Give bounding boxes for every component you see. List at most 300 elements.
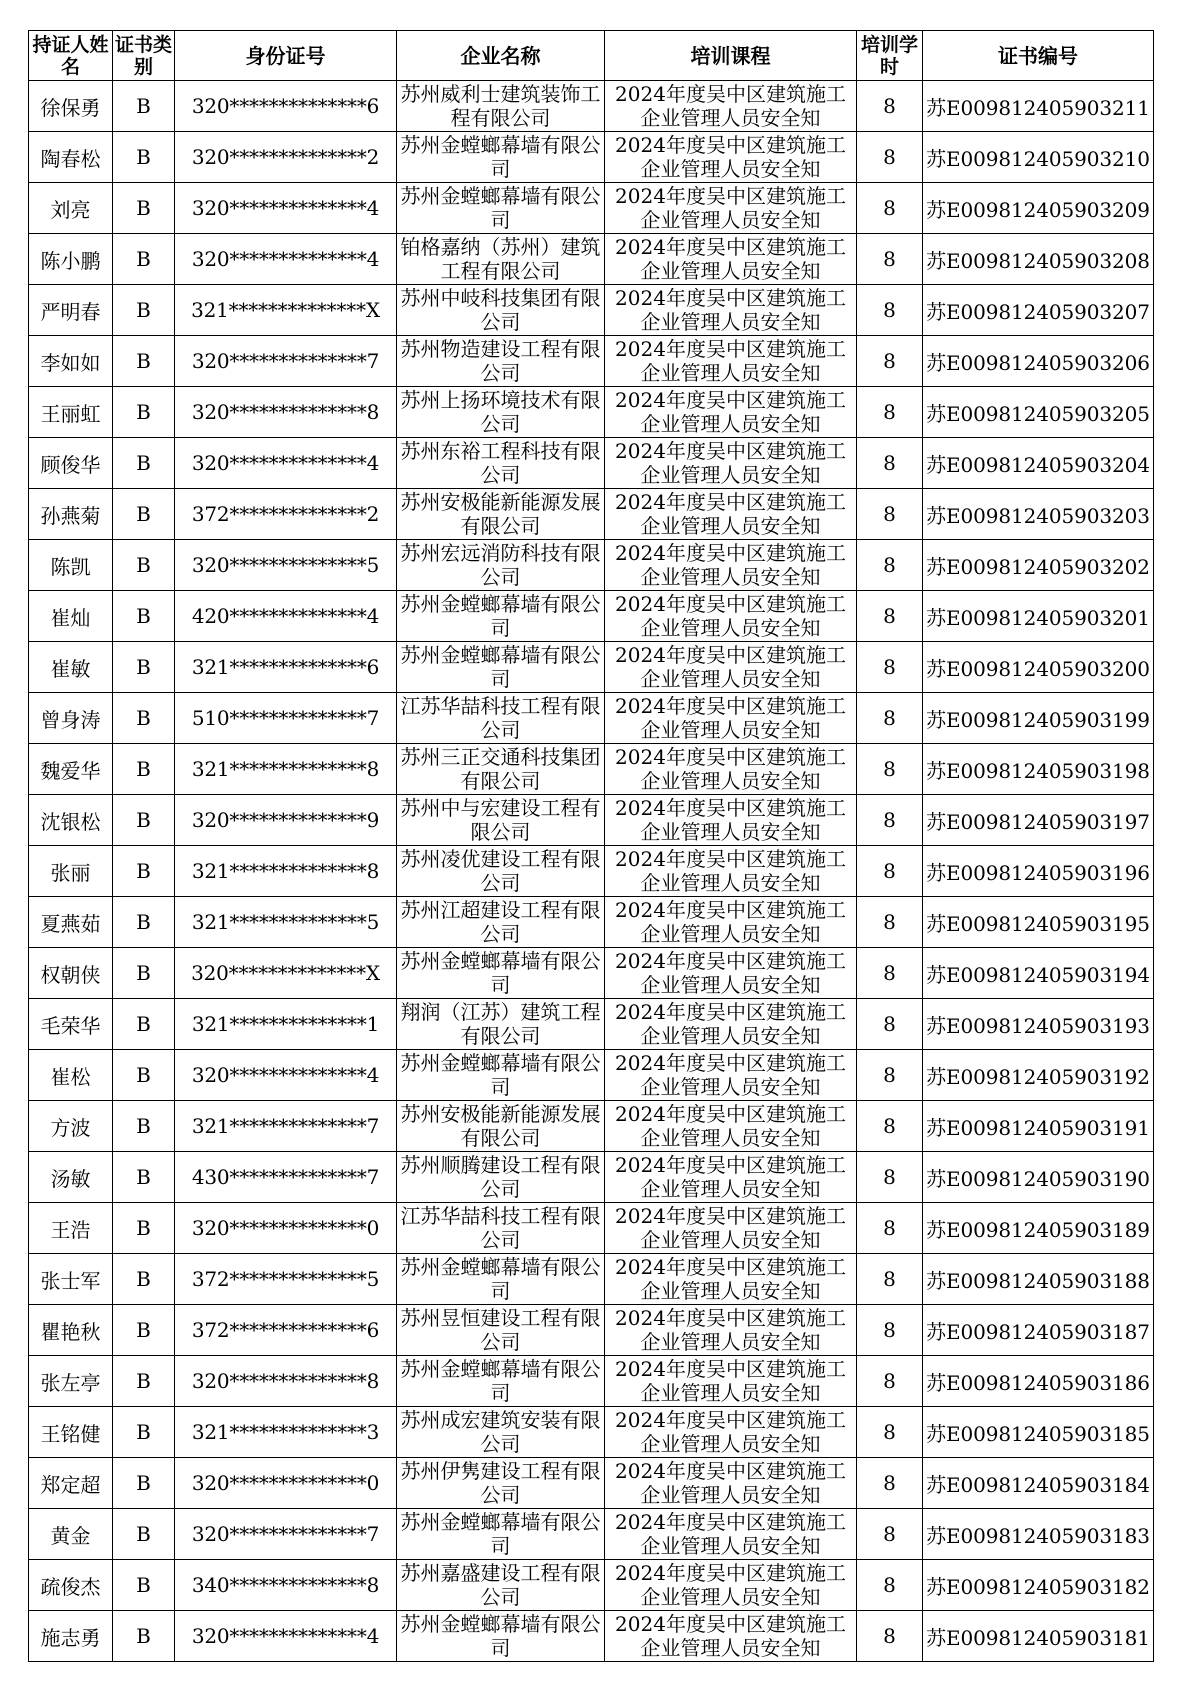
course-cell bbox=[605, 1101, 857, 1152]
company-cell bbox=[397, 1560, 605, 1611]
cert-number-cell: 苏E009812405903185 bbox=[923, 1407, 1154, 1458]
company-text: 苏州成宏建筑安装有限公司 bbox=[400, 1408, 601, 1454]
cert-type-cell: B bbox=[113, 1050, 175, 1101]
course-text: 2024年度吴中区建筑施工企业管理人员安全知 bbox=[615, 184, 846, 230]
company-cell bbox=[397, 336, 605, 387]
table-row bbox=[29, 642, 1154, 693]
cert-type-cell: B bbox=[113, 1203, 175, 1254]
table-row bbox=[29, 336, 1154, 387]
holder-name-cell: 瞿艳秋 bbox=[29, 1305, 113, 1356]
company-text: 苏州物造建设工程有限公司 bbox=[400, 337, 601, 383]
header-hours: 培训学时 bbox=[857, 31, 923, 81]
company-cell bbox=[397, 438, 605, 489]
cert-type-cell: B bbox=[113, 132, 175, 183]
cert-type-cell: B bbox=[113, 1407, 175, 1458]
cert-type-cell: B bbox=[113, 540, 175, 591]
hours-cell: 8 bbox=[857, 1305, 923, 1356]
hours-cell: 8 bbox=[857, 183, 923, 234]
table-row bbox=[29, 1560, 1154, 1611]
company-cell bbox=[397, 795, 605, 846]
holder-name-cell: 陈小鹏 bbox=[29, 234, 113, 285]
holder-name-cell: 顾俊华 bbox=[29, 438, 113, 489]
company-text: 苏州金螳螂幕墙有限公司 bbox=[400, 949, 601, 995]
hours-cell: 8 bbox=[857, 387, 923, 438]
id-number-cell: 321**************6 bbox=[175, 642, 397, 693]
id-number-cell: 320**************2 bbox=[175, 132, 397, 183]
company-cell bbox=[397, 1356, 605, 1407]
hours-cell: 8 bbox=[857, 846, 923, 897]
course-text: 2024年度吴中区建筑施工企业管理人员安全知 bbox=[615, 1459, 846, 1505]
cert-type-cell: B bbox=[113, 183, 175, 234]
company-cell bbox=[397, 642, 605, 693]
cert-type-cell: B bbox=[113, 489, 175, 540]
company-text: 苏州嘉盛建设工程有限公司 bbox=[400, 1561, 601, 1607]
cert-type-cell: B bbox=[113, 1152, 175, 1203]
cert-number-cell: 苏E009812405903198 bbox=[923, 744, 1154, 795]
holder-name-cell: 魏爱华 bbox=[29, 744, 113, 795]
cert-number-cell: 苏E009812405903202 bbox=[923, 540, 1154, 591]
id-number-cell: 320**************7 bbox=[175, 336, 397, 387]
cert-number-cell: 苏E009812405903209 bbox=[923, 183, 1154, 234]
company-text: 苏州金螳螂幕墙有限公司 bbox=[400, 184, 601, 230]
hours-cell: 8 bbox=[857, 1509, 923, 1560]
course-text: 2024年度吴中区建筑施工企业管理人员安全知 bbox=[615, 337, 846, 383]
course-text: 2024年度吴中区建筑施工企业管理人员安全知 bbox=[615, 490, 846, 536]
cert-type-cell: B bbox=[113, 1254, 175, 1305]
company-cell bbox=[397, 744, 605, 795]
hours-cell: 8 bbox=[857, 1050, 923, 1101]
cert-number-cell: 苏E009812405903206 bbox=[923, 336, 1154, 387]
hours-cell: 8 bbox=[857, 489, 923, 540]
course-text: 2024年度吴中区建筑施工企业管理人员安全知 bbox=[615, 898, 846, 944]
course-text: 2024年度吴中区建筑施工企业管理人员安全知 bbox=[615, 133, 846, 179]
holder-name-cell: 沈银松 bbox=[29, 795, 113, 846]
course-text: 2024年度吴中区建筑施工企业管理人员安全知 bbox=[615, 1612, 846, 1658]
company-cell bbox=[397, 1050, 605, 1101]
company-cell bbox=[397, 1458, 605, 1509]
cert-type-cell: B bbox=[113, 1458, 175, 1509]
hours-cell: 8 bbox=[857, 1356, 923, 1407]
holder-name-cell: 崔灿 bbox=[29, 591, 113, 642]
cert-number-cell: 苏E009812405903200 bbox=[923, 642, 1154, 693]
cert-number-cell: 苏E009812405903184 bbox=[923, 1458, 1154, 1509]
course-text: 2024年度吴中区建筑施工企业管理人员安全知 bbox=[615, 235, 846, 281]
holder-name-cell: 徐保勇 bbox=[29, 81, 113, 132]
table-row bbox=[29, 132, 1154, 183]
cert-number-cell: 苏E009812405903211 bbox=[923, 81, 1154, 132]
table-row bbox=[29, 81, 1154, 132]
header-holder-name: 持证人姓名 bbox=[29, 31, 113, 81]
cert-number-cell: 苏E009812405903208 bbox=[923, 234, 1154, 285]
course-text: 2024年度吴中区建筑施工企业管理人员安全知 bbox=[615, 1204, 846, 1250]
holder-name-cell: 曾身涛 bbox=[29, 693, 113, 744]
course-text: 2024年度吴中区建筑施工企业管理人员安全知 bbox=[615, 1000, 846, 1046]
hours-cell: 8 bbox=[857, 642, 923, 693]
id-number-cell: 320**************7 bbox=[175, 1509, 397, 1560]
company-cell bbox=[397, 897, 605, 948]
company-cell bbox=[397, 540, 605, 591]
table-row bbox=[29, 438, 1154, 489]
holder-name-cell: 张士军 bbox=[29, 1254, 113, 1305]
id-number-cell: 320**************4 bbox=[175, 1050, 397, 1101]
company-text: 苏州金螳螂幕墙有限公司 bbox=[400, 1051, 601, 1097]
cert-type-cell: B bbox=[113, 81, 175, 132]
course-text: 2024年度吴中区建筑施工企业管理人员安全知 bbox=[615, 1510, 846, 1556]
cert-number-cell: 苏E009812405903194 bbox=[923, 948, 1154, 999]
company-cell bbox=[397, 1611, 605, 1662]
company-cell bbox=[397, 1305, 605, 1356]
course-cell bbox=[605, 1254, 857, 1305]
course-text: 2024年度吴中区建筑施工企业管理人员安全知 bbox=[615, 949, 846, 995]
holder-name-cell: 施志勇 bbox=[29, 1611, 113, 1662]
course-cell bbox=[605, 591, 857, 642]
course-cell bbox=[605, 999, 857, 1050]
table-row bbox=[29, 795, 1154, 846]
id-number-cell: 321**************8 bbox=[175, 846, 397, 897]
company-cell bbox=[397, 1509, 605, 1560]
table-row bbox=[29, 1305, 1154, 1356]
header-cert-type: 证书类别 bbox=[113, 31, 175, 81]
cert-type-cell: B bbox=[113, 1305, 175, 1356]
id-number-cell: 321**************X bbox=[175, 285, 397, 336]
cert-number-cell: 苏E009812405903186 bbox=[923, 1356, 1154, 1407]
company-cell bbox=[397, 81, 605, 132]
table-row bbox=[29, 540, 1154, 591]
cert-type-cell: B bbox=[113, 1560, 175, 1611]
id-number-cell: 320**************4 bbox=[175, 183, 397, 234]
id-number-cell: 320**************5 bbox=[175, 540, 397, 591]
course-cell bbox=[605, 1356, 857, 1407]
course-cell bbox=[605, 948, 857, 999]
holder-name-cell: 陶春松 bbox=[29, 132, 113, 183]
company-text: 苏州金螳螂幕墙有限公司 bbox=[400, 1612, 601, 1658]
company-text: 苏州凌优建设工程有限公司 bbox=[400, 847, 601, 893]
hours-cell: 8 bbox=[857, 1101, 923, 1152]
cert-number-cell: 苏E009812405903193 bbox=[923, 999, 1154, 1050]
course-cell bbox=[605, 795, 857, 846]
cert-type-cell: B bbox=[113, 693, 175, 744]
course-cell bbox=[605, 234, 857, 285]
course-text: 2024年度吴中区建筑施工企业管理人员安全知 bbox=[615, 796, 846, 842]
cert-type-cell: B bbox=[113, 795, 175, 846]
course-text: 2024年度吴中区建筑施工企业管理人员安全知 bbox=[615, 439, 846, 485]
course-cell bbox=[605, 81, 857, 132]
id-number-cell: 321**************1 bbox=[175, 999, 397, 1050]
company-text: 苏州金螳螂幕墙有限公司 bbox=[400, 133, 601, 179]
id-number-cell: 320**************6 bbox=[175, 81, 397, 132]
table-row bbox=[29, 285, 1154, 336]
id-number-cell: 321**************8 bbox=[175, 744, 397, 795]
company-cell bbox=[397, 948, 605, 999]
holder-name-cell: 黄金 bbox=[29, 1509, 113, 1560]
course-text: 2024年度吴中区建筑施工企业管理人员安全知 bbox=[615, 592, 846, 638]
cert-number-cell: 苏E009812405903207 bbox=[923, 285, 1154, 336]
cert-number-cell: 苏E009812405903199 bbox=[923, 693, 1154, 744]
company-cell bbox=[397, 1203, 605, 1254]
company-text: 苏州威利士建筑装饰工程有限公司 bbox=[400, 82, 601, 128]
holder-name-cell: 孙燕菊 bbox=[29, 489, 113, 540]
company-cell bbox=[397, 234, 605, 285]
course-cell bbox=[605, 744, 857, 795]
cert-type-cell: B bbox=[113, 642, 175, 693]
cert-number-cell: 苏E009812405903188 bbox=[923, 1254, 1154, 1305]
course-text: 2024年度吴中区建筑施工企业管理人员安全知 bbox=[615, 745, 846, 791]
course-text: 2024年度吴中区建筑施工企业管理人员安全知 bbox=[615, 643, 846, 689]
cert-number-cell: 苏E009812405903183 bbox=[923, 1509, 1154, 1560]
hours-cell: 8 bbox=[857, 1254, 923, 1305]
table-row bbox=[29, 234, 1154, 285]
cert-number-cell: 苏E009812405903181 bbox=[923, 1611, 1154, 1662]
course-cell bbox=[605, 387, 857, 438]
table-row bbox=[29, 999, 1154, 1050]
company-text: 苏州安极能新能源发展有限公司 bbox=[400, 490, 601, 536]
course-cell bbox=[605, 1050, 857, 1101]
course-cell bbox=[605, 1509, 857, 1560]
course-text: 2024年度吴中区建筑施工企业管理人员安全知 bbox=[615, 1306, 846, 1352]
hours-cell: 8 bbox=[857, 999, 923, 1050]
course-cell bbox=[605, 183, 857, 234]
cert-number-cell: 苏E009812405903204 bbox=[923, 438, 1154, 489]
company-text: 苏州上扬环境技术有限公司 bbox=[400, 388, 601, 434]
hours-cell: 8 bbox=[857, 948, 923, 999]
course-text: 2024年度吴中区建筑施工企业管理人员安全知 bbox=[615, 286, 846, 332]
id-number-cell: 372**************5 bbox=[175, 1254, 397, 1305]
company-cell bbox=[397, 1152, 605, 1203]
company-cell bbox=[397, 387, 605, 438]
company-cell bbox=[397, 132, 605, 183]
certificate-table bbox=[28, 30, 1154, 1662]
header-course: 培训课程 bbox=[605, 31, 857, 81]
id-number-cell: 320**************8 bbox=[175, 1356, 397, 1407]
company-text: 苏州安极能新能源发展有限公司 bbox=[400, 1102, 601, 1148]
table-row bbox=[29, 693, 1154, 744]
table-body bbox=[29, 81, 1154, 1662]
course-cell bbox=[605, 132, 857, 183]
holder-name-cell: 夏燕茹 bbox=[29, 897, 113, 948]
company-cell bbox=[397, 846, 605, 897]
company-cell bbox=[397, 693, 605, 744]
hours-cell: 8 bbox=[857, 1560, 923, 1611]
hours-cell: 8 bbox=[857, 693, 923, 744]
company-text: 苏州三正交通科技集团有限公司 bbox=[400, 745, 601, 791]
holder-name-cell: 王浩 bbox=[29, 1203, 113, 1254]
id-number-cell: 320**************4 bbox=[175, 234, 397, 285]
cert-type-cell: B bbox=[113, 591, 175, 642]
company-cell bbox=[397, 285, 605, 336]
course-text: 2024年度吴中区建筑施工企业管理人员安全知 bbox=[615, 1357, 846, 1403]
course-text: 2024年度吴中区建筑施工企业管理人员安全知 bbox=[615, 1102, 846, 1148]
course-text: 2024年度吴中区建筑施工企业管理人员安全知 bbox=[615, 694, 846, 740]
company-text: 江苏华喆科技工程有限公司 bbox=[400, 1204, 601, 1250]
cert-type-cell: B bbox=[113, 1356, 175, 1407]
id-number-cell: 321**************5 bbox=[175, 897, 397, 948]
cert-type-cell: B bbox=[113, 999, 175, 1050]
company-text: 苏州金螳螂幕墙有限公司 bbox=[400, 1357, 601, 1403]
holder-name-cell: 方波 bbox=[29, 1101, 113, 1152]
course-text: 2024年度吴中区建筑施工企业管理人员安全知 bbox=[615, 82, 846, 128]
holder-name-cell: 王丽虹 bbox=[29, 387, 113, 438]
company-text: 苏州金螳螂幕墙有限公司 bbox=[400, 1255, 601, 1301]
id-number-cell: 320**************4 bbox=[175, 438, 397, 489]
cert-number-cell: 苏E009812405903197 bbox=[923, 795, 1154, 846]
holder-name-cell: 郑定超 bbox=[29, 1458, 113, 1509]
table-row bbox=[29, 1050, 1154, 1101]
course-cell bbox=[605, 285, 857, 336]
table-row bbox=[29, 1152, 1154, 1203]
hours-cell: 8 bbox=[857, 1152, 923, 1203]
course-cell bbox=[605, 1305, 857, 1356]
company-text: 苏州金螳螂幕墙有限公司 bbox=[400, 592, 601, 638]
course-cell bbox=[605, 642, 857, 693]
holder-name-cell: 陈凯 bbox=[29, 540, 113, 591]
id-number-cell: 430**************7 bbox=[175, 1152, 397, 1203]
id-number-cell: 320**************8 bbox=[175, 387, 397, 438]
cert-type-cell: B bbox=[113, 897, 175, 948]
table-row bbox=[29, 387, 1154, 438]
id-number-cell: 321**************3 bbox=[175, 1407, 397, 1458]
course-text: 2024年度吴中区建筑施工企业管理人员安全知 bbox=[615, 1561, 846, 1607]
cert-number-cell: 苏E009812405903203 bbox=[923, 489, 1154, 540]
course-text: 2024年度吴中区建筑施工企业管理人员安全知 bbox=[615, 1153, 846, 1199]
hours-cell: 8 bbox=[857, 1611, 923, 1662]
cert-number-cell: 苏E009812405903210 bbox=[923, 132, 1154, 183]
holder-name-cell: 李如如 bbox=[29, 336, 113, 387]
id-number-cell: 320**************9 bbox=[175, 795, 397, 846]
hours-cell: 8 bbox=[857, 336, 923, 387]
course-text: 2024年度吴中区建筑施工企业管理人员安全知 bbox=[615, 847, 846, 893]
hours-cell: 8 bbox=[857, 744, 923, 795]
course-text: 2024年度吴中区建筑施工企业管理人员安全知 bbox=[615, 1408, 846, 1454]
id-number-cell: 372**************2 bbox=[175, 489, 397, 540]
course-cell bbox=[605, 897, 857, 948]
holder-name-cell: 张丽 bbox=[29, 846, 113, 897]
company-text: 铂格嘉纳（苏州）建筑工程有限公司 bbox=[400, 235, 601, 281]
header-company: 企业名称 bbox=[397, 31, 605, 81]
company-text: 翔润（江苏）建筑工程有限公司 bbox=[400, 1000, 601, 1046]
course-cell bbox=[605, 540, 857, 591]
course-cell bbox=[605, 438, 857, 489]
id-number-cell: 320**************0 bbox=[175, 1458, 397, 1509]
cert-type-cell: B bbox=[113, 234, 175, 285]
course-cell bbox=[605, 1560, 857, 1611]
holder-name-cell: 崔敏 bbox=[29, 642, 113, 693]
header-row bbox=[29, 31, 1154, 81]
id-number-cell: 321**************7 bbox=[175, 1101, 397, 1152]
cert-type-cell: B bbox=[113, 1509, 175, 1560]
company-text: 苏州昱恒建设工程有限公司 bbox=[400, 1306, 601, 1352]
table-row bbox=[29, 591, 1154, 642]
table-row bbox=[29, 1101, 1154, 1152]
hours-cell: 8 bbox=[857, 132, 923, 183]
company-cell bbox=[397, 999, 605, 1050]
cert-number-cell: 苏E009812405903191 bbox=[923, 1101, 1154, 1152]
course-text: 2024年度吴中区建筑施工企业管理人员安全知 bbox=[615, 388, 846, 434]
cert-type-cell: B bbox=[113, 1611, 175, 1662]
holder-name-cell: 疏俊杰 bbox=[29, 1560, 113, 1611]
course-cell bbox=[605, 846, 857, 897]
table-row bbox=[29, 1458, 1154, 1509]
cert-number-cell: 苏E009812405903187 bbox=[923, 1305, 1154, 1356]
company-text: 苏州伊隽建设工程有限公司 bbox=[400, 1459, 601, 1505]
table-row bbox=[29, 1203, 1154, 1254]
cert-number-cell: 苏E009812405903205 bbox=[923, 387, 1154, 438]
id-number-cell: 420**************4 bbox=[175, 591, 397, 642]
holder-name-cell: 王铭健 bbox=[29, 1407, 113, 1458]
cert-type-cell: B bbox=[113, 387, 175, 438]
course-cell bbox=[605, 1458, 857, 1509]
course-cell bbox=[605, 693, 857, 744]
header-cert-number: 证书编号 bbox=[923, 31, 1154, 81]
table-row bbox=[29, 846, 1154, 897]
table-row bbox=[29, 1356, 1154, 1407]
company-text: 苏州中与宏建设工程有限公司 bbox=[400, 796, 601, 842]
cert-type-cell: B bbox=[113, 948, 175, 999]
holder-name-cell: 汤敏 bbox=[29, 1152, 113, 1203]
cert-number-cell: 苏E009812405903201 bbox=[923, 591, 1154, 642]
hours-cell: 8 bbox=[857, 234, 923, 285]
table-row bbox=[29, 1407, 1154, 1458]
cert-type-cell: B bbox=[113, 438, 175, 489]
cert-number-cell: 苏E009812405903195 bbox=[923, 897, 1154, 948]
cert-type-cell: B bbox=[113, 336, 175, 387]
hours-cell: 8 bbox=[857, 1458, 923, 1509]
holder-name-cell: 权朝侠 bbox=[29, 948, 113, 999]
company-cell bbox=[397, 1101, 605, 1152]
table-row bbox=[29, 1509, 1154, 1560]
cert-number-cell: 苏E009812405903182 bbox=[923, 1560, 1154, 1611]
hours-cell: 8 bbox=[857, 81, 923, 132]
company-text: 苏州金螳螂幕墙有限公司 bbox=[400, 1510, 601, 1556]
cert-number-cell: 苏E009812405903190 bbox=[923, 1152, 1154, 1203]
hours-cell: 8 bbox=[857, 540, 923, 591]
table-row bbox=[29, 948, 1154, 999]
holder-name-cell: 崔松 bbox=[29, 1050, 113, 1101]
table-row bbox=[29, 744, 1154, 795]
course-cell bbox=[605, 1407, 857, 1458]
id-number-cell: 320**************0 bbox=[175, 1203, 397, 1254]
company-cell bbox=[397, 1254, 605, 1305]
hours-cell: 8 bbox=[857, 795, 923, 846]
holder-name-cell: 刘亮 bbox=[29, 183, 113, 234]
course-text: 2024年度吴中区建筑施工企业管理人员安全知 bbox=[615, 1051, 846, 1097]
course-cell bbox=[605, 336, 857, 387]
company-text: 苏州宏远消防科技有限公司 bbox=[400, 541, 601, 587]
course-cell bbox=[605, 489, 857, 540]
course-text: 2024年度吴中区建筑施工企业管理人员安全知 bbox=[615, 1255, 846, 1301]
table-row bbox=[29, 1611, 1154, 1662]
table-row bbox=[29, 489, 1154, 540]
header-id-number: 身份证号 bbox=[175, 31, 397, 81]
company-text: 苏州顺腾建设工程有限公司 bbox=[400, 1153, 601, 1199]
company-cell bbox=[397, 1407, 605, 1458]
cert-type-cell: B bbox=[113, 285, 175, 336]
hours-cell: 8 bbox=[857, 1407, 923, 1458]
id-number-cell: 510**************7 bbox=[175, 693, 397, 744]
holder-name-cell: 毛荣华 bbox=[29, 999, 113, 1050]
company-cell bbox=[397, 183, 605, 234]
table-row bbox=[29, 1254, 1154, 1305]
hours-cell: 8 bbox=[857, 285, 923, 336]
table-header bbox=[29, 31, 1154, 81]
id-number-cell: 320**************X bbox=[175, 948, 397, 999]
cert-type-cell: B bbox=[113, 744, 175, 795]
cert-type-cell: B bbox=[113, 846, 175, 897]
holder-name-cell: 张左亭 bbox=[29, 1356, 113, 1407]
course-cell bbox=[605, 1203, 857, 1254]
cert-type-cell: B bbox=[113, 1101, 175, 1152]
company-text: 江苏华喆科技工程有限公司 bbox=[400, 694, 601, 740]
hours-cell: 8 bbox=[857, 1203, 923, 1254]
